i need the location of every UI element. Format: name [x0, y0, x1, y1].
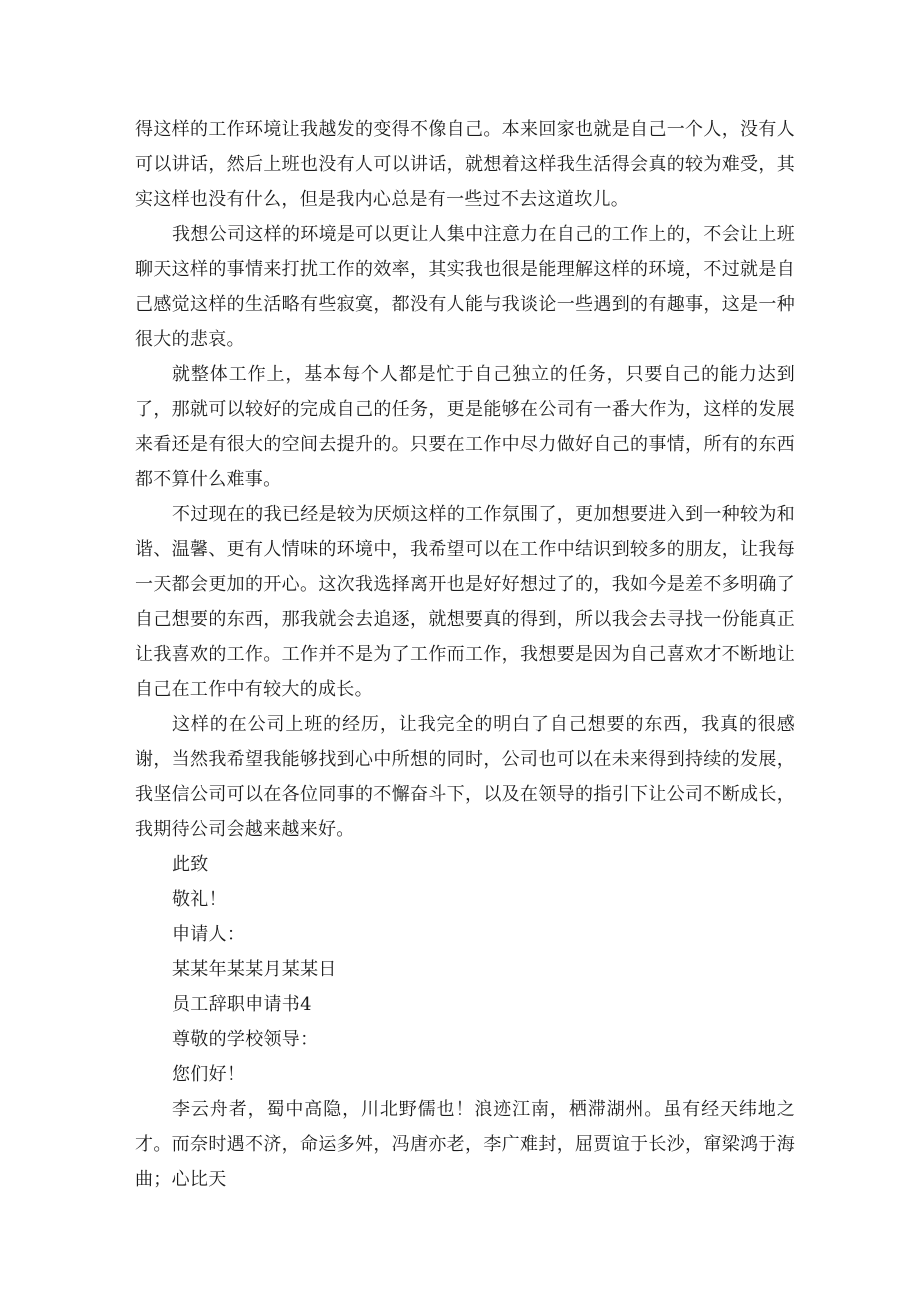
closing-regards: 敬礼！: [172, 889, 227, 910]
date-line: 某某年某某月某某日: [172, 959, 337, 980]
greeting-recipient: 尊敬的学校领导：: [172, 1029, 319, 1050]
paragraph: 就整体工作上，基本每个人都是忙于自己独立的任务，只要自己的能力达到了，那就可以较好的完成自己的任务，更是能够在公司有一番大作为，这样的发展来看还是有很大的空间去提升的。只要在工作中尽力做好自己的事情，所有的东西都不算什么难事。: [135, 364, 795, 490]
greeting: 您们好！: [172, 1064, 246, 1085]
paragraph-continuation: 得这样的工作环境让我越发的变得不像自己。本来回家也就是自己一个人，没有人可以讲话，然后上班也没有人可以讲话，就想着这样我生活得会真的较为难受，其实这样也没有什么，但是我内心总是有一些过不去这道坎儿。: [135, 119, 795, 210]
document-body: [135, 112, 795, 1197]
closing-salutation: 此致: [172, 854, 209, 875]
paragraph: 不过现在的我已经是较为厌烦这样的工作氛围了，更加想要进入到一种较为和谐、温馨、更有人情味的环境中，我希望可以在工作中结识到较多的朋友，让我每一天都会更加的开心。这次我选择离开也是好好想过了的，我如今是差不多明确了自己想要的东西，那我就会去追逐，就想要真的得到，所以我会去寻找一份能真正让我喜欢的工作。工作并不是为了工作而工作，我想要是因为自己喜欢才不断地让自己在工作中有较大的成长。: [135, 504, 795, 700]
paragraph: 李云舟者，蜀中高隐，川北野儒也！浪迹江南，栖滞湖州。虽有经天纬地之才。而奈时遇不济，命运多舛，冯唐亦老，李广难封，屈贾谊于长沙，窜梁鸿于海曲；心比天: [135, 1099, 795, 1190]
paragraph: 这样的在公司上班的经历，让我完全的明白了自己想要的东西，我真的很感谢，当然我希望我能够找到心中所想的同时，公司也可以在未来得到持续的发展，我坚信公司可以在各位同事的不懈奋斗下，以及在领导的指引下让公司不断成长，我期待公司会越来越来好。: [135, 714, 795, 840]
applicant-label: 申请人：: [172, 924, 246, 945]
section-title: 员工辞职申请书4: [172, 994, 312, 1015]
paragraph: 我想公司这样的环境是可以更让人集中注意力在自己的工作上的，不会让上班聊天这样的事情来打扰工作的效率，其实我也很是能理解这样的环境，不过就是自己感觉这样的生活略有些寂寞，都没有人能与我谈论一些遇到的有趣事，这是一种很大的悲哀。: [135, 224, 795, 350]
